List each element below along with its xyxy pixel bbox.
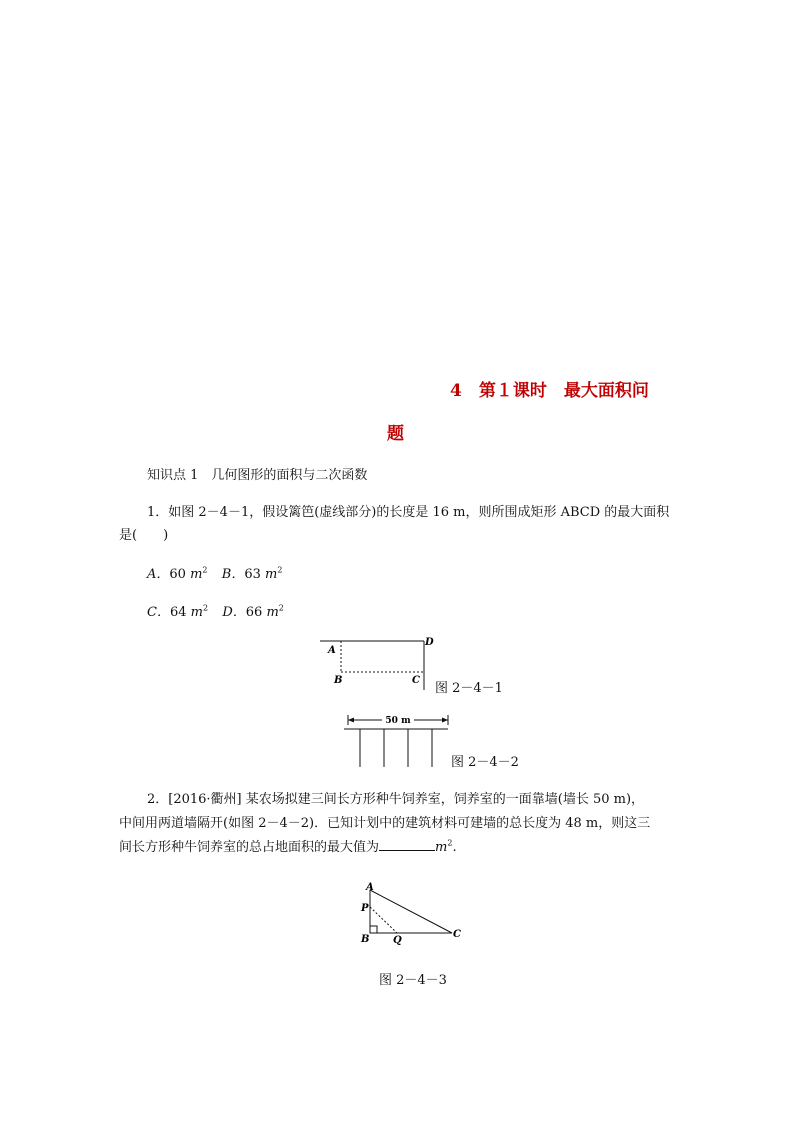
option-a-value: 60 bbox=[169, 567, 191, 582]
page-title: 4 第１课时 最大面积问 bbox=[450, 381, 649, 401]
option-d-letter: D． bbox=[222, 605, 246, 620]
figure-2-4-3 bbox=[360, 880, 466, 946]
figure-2-4-1-caption: 图 2－4－1 bbox=[435, 681, 503, 696]
question-2-end: . bbox=[452, 840, 457, 855]
dimension-label: 50 m bbox=[385, 716, 411, 726]
section-label: 知识点 1 几何图形的面积与二次函数 bbox=[147, 468, 368, 483]
option-a-sup: 2 bbox=[202, 565, 208, 575]
option-c-letter: C． bbox=[147, 605, 170, 620]
figure-2-4-2 bbox=[340, 712, 452, 770]
question-1-options-row-2 bbox=[147, 603, 284, 623]
page-title-continued: 题 bbox=[387, 424, 404, 444]
question-2-line-1: 2．[2016·衢州] 某农场拟建三间长方形种牛饲养室，饲养室的一面靠墙(墙长 50 m)， bbox=[147, 792, 645, 807]
right-angle-mark bbox=[370, 926, 377, 933]
option-d-sup: 2 bbox=[278, 603, 284, 613]
option-d-unit: m bbox=[266, 605, 279, 620]
figure-2-4-2-caption: 图 2－4－2 bbox=[451, 755, 519, 770]
option-b-unit: m bbox=[265, 567, 278, 582]
question-2-line-3-text: 间长方形种牛饲养室的总占地面积的最大值为 bbox=[119, 840, 380, 855]
label-c: C bbox=[412, 675, 420, 686]
option-b-sup: 2 bbox=[277, 565, 283, 575]
question-1-line-2: 是( ) bbox=[119, 528, 169, 543]
option-c-sup: 2 bbox=[202, 603, 209, 613]
option-c-value: 64 bbox=[169, 605, 191, 620]
label-a: A bbox=[366, 882, 374, 893]
question-1-options-row-1 bbox=[147, 565, 282, 585]
label-c: C bbox=[453, 929, 461, 940]
answer-unit-sup: 2 bbox=[447, 838, 453, 848]
option-b-value: 63 bbox=[244, 567, 266, 582]
label-a: A bbox=[328, 645, 336, 656]
option-b-letter: B． bbox=[221, 567, 245, 582]
label-d: D bbox=[425, 637, 434, 648]
label-p: P bbox=[361, 903, 369, 914]
question-2-line-2: 中间用两道墙隔开(如图 2－4－2)．已知计划中的建筑材料可建墙的总长度为 48 m，则这三 bbox=[119, 816, 651, 831]
question-2-line-3 bbox=[119, 838, 457, 858]
option-a-letter: A． bbox=[147, 567, 170, 582]
label-q: Q bbox=[393, 935, 402, 946]
side-ac bbox=[370, 890, 452, 933]
segment-pq-dashed bbox=[370, 907, 397, 933]
option-c-unit: m bbox=[190, 605, 203, 620]
question-1-line-1: 1．如图 2－4－1，假设篱笆(虚线部分)的长度是 16 m，则所围成矩形 ABCD 的最大面积 bbox=[147, 505, 670, 520]
figure-2-4-3-caption: 图 2－4－3 bbox=[379, 973, 447, 988]
figure-2-4-1 bbox=[318, 632, 434, 692]
arrow-right bbox=[442, 718, 448, 723]
answer-unit: m bbox=[435, 840, 448, 855]
option-d-value: 66 bbox=[245, 605, 267, 620]
option-a-unit: m bbox=[190, 567, 203, 582]
answer-blank[interactable] bbox=[379, 838, 435, 851]
label-b: B bbox=[334, 675, 343, 686]
arrow-left bbox=[348, 718, 354, 723]
label-b: B bbox=[361, 934, 370, 945]
